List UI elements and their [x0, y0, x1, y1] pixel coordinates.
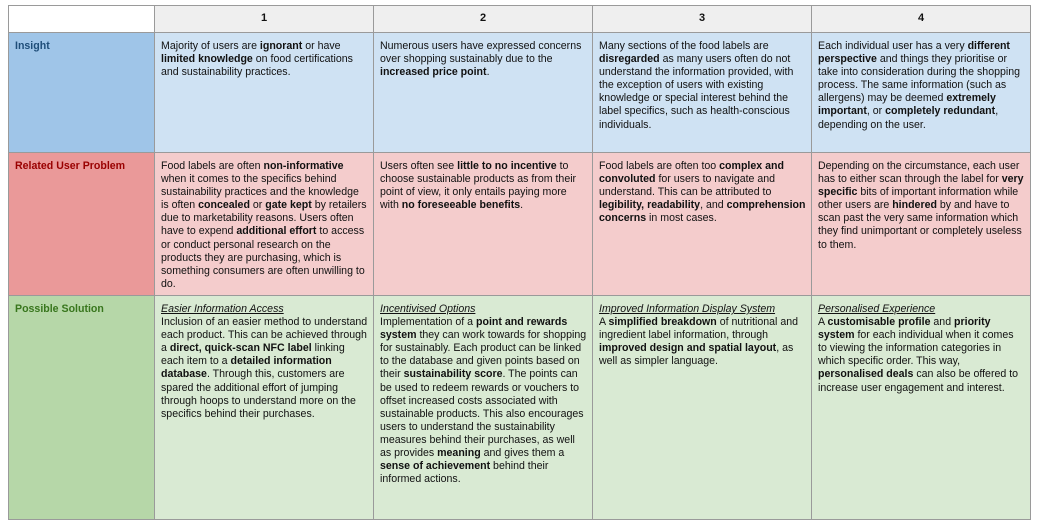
text-run: , depending on the user. [818, 105, 999, 131]
column-header: 1 [155, 6, 374, 33]
bold-phrase: detailed information database [161, 355, 332, 381]
text-run: . [520, 199, 524, 212]
text-run: for users to navigate and understand. This can be attributed to [599, 173, 776, 199]
problem-cell [593, 153, 812, 296]
text-run: Each individual user has a very [818, 40, 968, 52]
text-run: , as well as simpler language. [599, 342, 794, 368]
row-label-solution: Possible Solution [9, 296, 155, 520]
bold-phrase: limited knowledge [161, 53, 253, 66]
bold-phrase: simplified breakdown [608, 316, 717, 329]
problem-row [9, 153, 1031, 296]
text-run: . Through this, customers are spared the additional effort of jumping through hoops to understand more on the specifics behind their purchases. [161, 368, 356, 420]
insight-row [9, 33, 1031, 153]
text-run: can also be offered to increase user engagement and interest. [818, 368, 1019, 394]
solution-title: Improved Information Display System [599, 303, 776, 315]
header-row [9, 6, 1031, 33]
bold-phrase: personalised deals [818, 368, 914, 381]
text-run: and [930, 316, 955, 329]
text-run: or have [302, 40, 341, 52]
text-run: Users often see [380, 160, 458, 172]
text-run: as many users often do not understand the information provided, with the exception of users with existing knowledge or special interest behind the label specifics, such as health-conscious individuals. [599, 53, 794, 131]
text-run: Many sections of the food labels are [599, 40, 769, 52]
text-run: of nutritional and ingredient label information, through [599, 316, 799, 342]
column-header: 4 [812, 6, 1031, 33]
bold-phrase: additional effort [236, 225, 317, 238]
bold-phrase: sustainability score [403, 368, 503, 381]
text-run: by and have to scan past the very same information which they find unimportant or completely useless to them. [818, 199, 1022, 251]
text-run: Depending on the circumstance, each user has to either scan through the label for [818, 160, 1020, 186]
bold-phrase: completely redundant [885, 105, 996, 118]
solution-title: Incentivised Options [380, 303, 476, 315]
text-run: behind their informed actions. [380, 460, 549, 486]
bold-phrase: no foreseeable benefits [401, 199, 521, 212]
row-label-insight: Insight [9, 33, 155, 153]
text-run: in most cases. [646, 212, 717, 225]
column-header: 3 [593, 6, 812, 33]
bold-phrase: legibility, readability [599, 199, 701, 212]
text-run: Inclusion of an easier method to understand each product. This can be achieved through a [161, 316, 368, 355]
solution-cell [155, 296, 374, 520]
bold-phrase: gate kept [265, 199, 312, 212]
text-run: bits of important information while other users are [818, 186, 1019, 212]
corner-cell [9, 6, 155, 33]
row-label-problem: Related User Problem [9, 153, 155, 296]
bold-phrase: different perspective [818, 40, 1010, 66]
bold-phrase: priority system [818, 316, 991, 342]
text-run: or [249, 199, 266, 212]
bold-phrase: very specific [818, 173, 1024, 199]
text-run: and things they prioritise or take into consideration during the shopping process. The same information (such as allergens) may be deemed [818, 53, 1021, 105]
text-run: when it comes to the specifics behind sustainability practices and the knowledge is often [161, 173, 359, 212]
text-run: linking each item to a [161, 342, 345, 368]
text-run: , and [700, 199, 727, 212]
text-run: and gives them a [480, 447, 565, 460]
problem-cell [812, 153, 1031, 296]
bold-phrase: concealed [198, 199, 250, 212]
bold-phrase: improved design and spatial layout [599, 342, 777, 355]
text-run: Implementation of a [380, 316, 476, 329]
bold-phrase: little to no incentive [457, 160, 557, 172]
bold-phrase: non-informative [263, 160, 344, 172]
solution-cell [812, 296, 1031, 520]
text-run: Food labels are often too [599, 160, 720, 172]
bold-phrase: disregarded [599, 53, 660, 66]
text-run: Food labels are often [161, 160, 264, 172]
comparison-table [8, 5, 1031, 520]
text-run: for each individual when it comes to viewing the information categories in which specific order. This way, [818, 329, 1014, 368]
solution-title: Personalised Experience [818, 303, 936, 315]
bold-phrase: comprehension concerns [599, 199, 806, 225]
solution-cell [374, 296, 593, 520]
bold-phrase: sense of achievement [380, 460, 491, 473]
insight-cell [593, 33, 812, 153]
text-run: A [818, 316, 828, 329]
text-run: Majority of users are [161, 40, 260, 52]
insight-cell [812, 33, 1031, 153]
text-run: to access or conduct personal research on the products they are purchasing, which is something consumers are often unwilling to do. [161, 225, 365, 290]
bold-phrase: direct, quick-scan NFC label [169, 342, 312, 355]
solution-row [9, 296, 1031, 520]
solution-cell [593, 296, 812, 520]
bold-phrase: increased price point [380, 66, 487, 79]
text-run: A [599, 316, 609, 329]
problem-cell [155, 153, 374, 296]
text-run: on food certifications and sustainability practices. [161, 53, 353, 79]
column-header: 2 [374, 6, 593, 33]
text-run: Numerous users have expressed concerns over shopping sustainably due to the [380, 40, 582, 66]
bold-phrase: customisable profile [827, 316, 931, 329]
insight-cell [374, 33, 593, 153]
bold-phrase: point and rewards system [380, 316, 568, 342]
text-run: . [486, 66, 490, 79]
text-run: , or [866, 105, 886, 118]
bold-phrase: complex and convoluted [599, 160, 784, 186]
problem-cell [374, 153, 593, 296]
solution-title: Easier Information Access [161, 303, 284, 315]
text-run: by retailers due to marketability reasons. Users often have to expend [161, 199, 367, 238]
bold-phrase: hindered [892, 199, 937, 212]
text-run: to choose sustainable products as from their point of view, it only entails paying more with [380, 160, 577, 212]
insight-cell [155, 33, 374, 153]
text-run: . The points can be used to redeem rewards or vouchers to offset increased costs associated with sustainable products. This also encourages users to understand the sustainability measures behind their purchases, as well as provides [380, 368, 584, 460]
text-run: they can work towards for shopping for sustainably. Each product can be linked to the database and given points based on their [380, 329, 587, 381]
bold-phrase: ignorant [259, 40, 303, 52]
bold-phrase: meaning [437, 447, 481, 460]
bold-phrase: extremely important [818, 92, 996, 118]
